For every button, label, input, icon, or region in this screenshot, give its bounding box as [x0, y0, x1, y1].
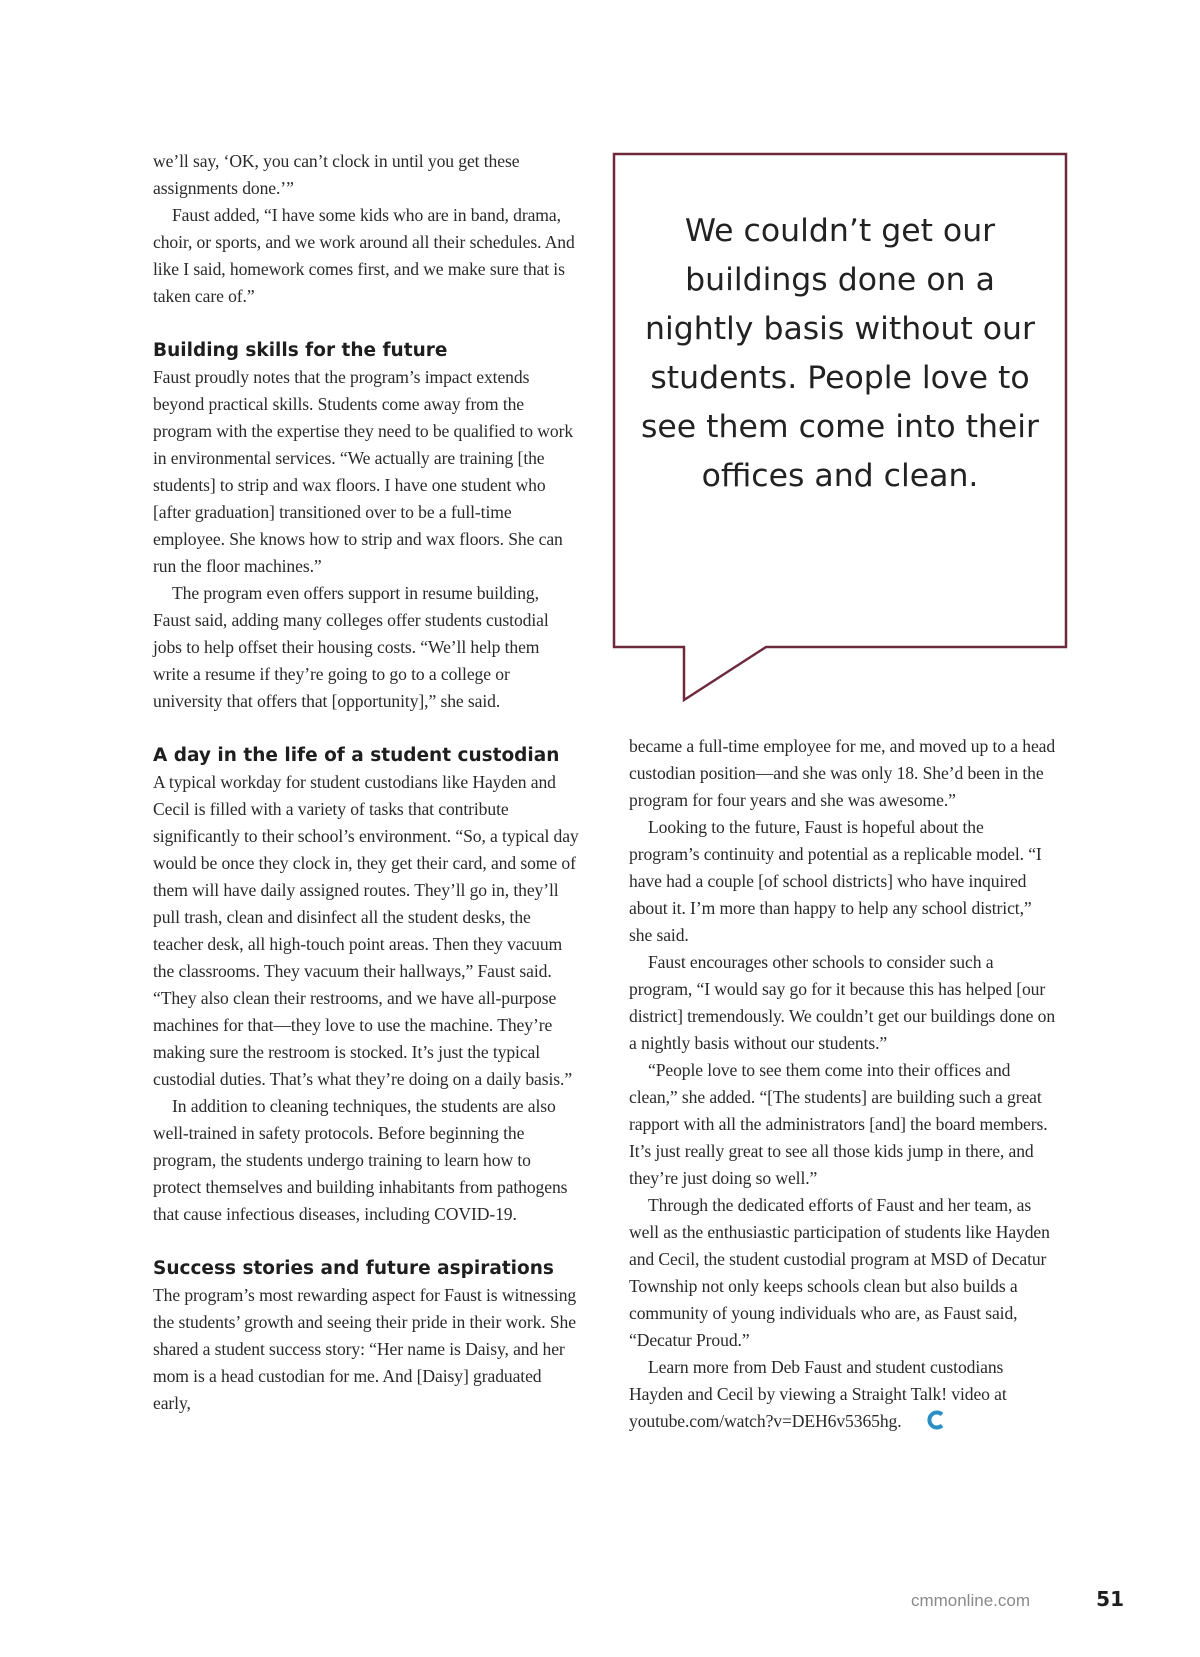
- paragraph-text: Learn more from Deb Faust and student custodians Hayden and Cecil by viewing a Straight Talk! video at youtube.com/watch?v=DEH6v5365hg.: [629, 1357, 1007, 1431]
- paragraph: Faust proudly notes that the program’s impact extends beyond practical skills. Students come away from the program with the expertise they need to be qualified to work in environmental services. “We actually are training [the students] to strip and wax floors. I have one student who [after graduation] transitioned over to be a full-time employee. She knows how to strip and wax floors. She can run the floor machines.”: [153, 367, 574, 576]
- section-heading: A day in the life of a student custodian: [153, 745, 560, 766]
- cmm-logo-mark-icon: [906, 1410, 945, 1438]
- paragraph: “People love to see them come into their offices and clean,” she added. “[The students] are building such a great rapport with all the administrators [and] the board members. It’s just really great to see all those kids jump in there, and they’re just doing so well.”: [629, 1060, 1048, 1188]
- page-number: 51: [1096, 1587, 1124, 1611]
- pull-quote-callout: [612, 152, 1068, 707]
- article-column-left: [153, 148, 579, 1417]
- paragraph: Faust added, “I have some kids who are in band, drama, choir, or sports, and we work around all their schedules. And like I said, homework comes first, and we make sure that is taken care of.”: [153, 205, 575, 306]
- closing-paragraph: [629, 1354, 1057, 1438]
- paragraph: became a full-time employee for me, and moved up to a head custodian position—and she was only 18. She’d been in the program for four years and she was awesome.”: [629, 736, 1056, 810]
- paragraph: we’ll say, ‘OK, you can’t clock in until you get these assignments done.’”: [153, 151, 520, 198]
- paragraph: In addition to cleaning techniques, the students are also well-trained in safety protocols. Before beginning the program, the students undergo training to learn how to protect themselves and building inhabitants from pathogens that cause infectious diseases, including COVID-19.: [153, 1096, 568, 1224]
- paragraph: Looking to the future, Faust is hopeful about the program’s continuity and potential as a replicable model. “I have had a couple [of school districts] who have inquired about it. I’m more than happy to help any school district,” she said.: [629, 817, 1042, 945]
- pull-quote-text: We couldn’t get our buildings done on a nightly basis without our students. People love to see them come into their offices and clean.: [641, 213, 1039, 494]
- paragraph: The program even offers support in resume building, Faust said, adding many colleges offer students custodial jobs to help offset their housing costs. “We’ll help them write a resume if they’re going to go to a college or university that offers that [opportunity],” she said.: [153, 583, 549, 711]
- section-heading: Building skills for the future: [153, 340, 448, 361]
- article-column-right: [629, 733, 1057, 1438]
- paragraph: A typical workday for student custodians like Hayden and Cecil is filled with a variety of tasks that contribute significantly to their school’s environment. “So, a typical day would be once they clock in, they get their card, and some of them will have daily assigned routes. They’ll go in, they’ll pull trash, clean and disinfect all the student desks, the teacher desk, all high-touch point areas. Then they vacuum the classrooms. They vacuum their hallways,” Faust said. “They also clean their restrooms, and we have all-purpose machines for that—they love to use the machine. They’re making sure the restroom is stocked. It’s just the typical custodial duties. That’s what they’re doing on a daily basis.”: [153, 772, 579, 1089]
- paragraph: Faust encourages other schools to consider such a program, “I would say go for it because this has helped [our district] tremendously. We couldn’t get our buildings done on a nightly basis without our students.”: [629, 952, 1056, 1053]
- paragraph: Through the dedicated efforts of Faust and her team, as well as the enthusiastic participation of students like Hayden and Cecil, the student custodial program at MSD of Decatur Township not only keeps schools clean but also builds a community of young individuals who are, as Faust said, “Decatur Proud.”: [629, 1195, 1050, 1350]
- section-heading: Success stories and future aspirations: [153, 1258, 554, 1279]
- paragraph: The program’s most rewarding aspect for Faust is witnessing the students’ growth and seeing their pride in their work. She shared a student success story: “Her name is Daisy, and her mom is a head custodian for me. And [Daisy] graduated early,: [153, 1285, 577, 1413]
- footer-site-url: cmmonline.com: [910, 1591, 1030, 1610]
